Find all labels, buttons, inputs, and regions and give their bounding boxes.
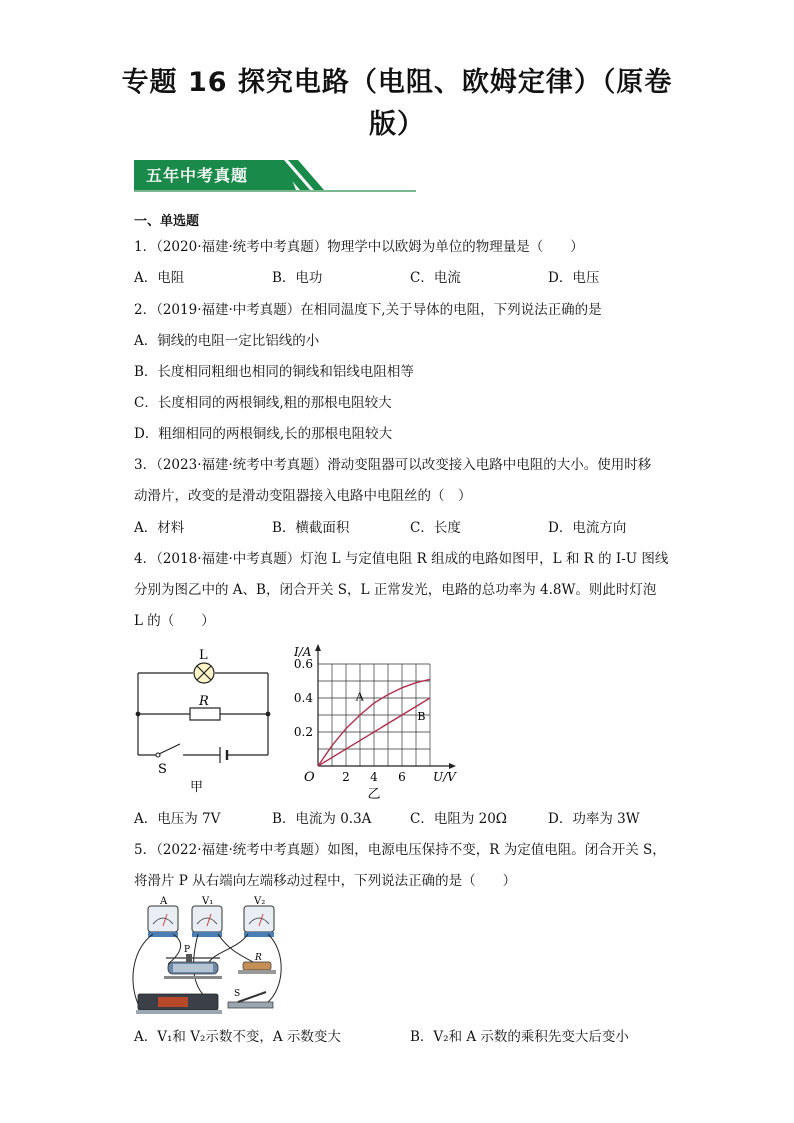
v1-label: V₁ — [202, 896, 214, 907]
q4-stem-line-1: 4．（2018·福建·中考真题）灯泡 L 与定值电阻 R 组成的电路如图甲，L 和 R 的 I-U 图线 — [134, 551, 669, 567]
q4-option-c: C．电阻为 20Ω — [410, 811, 507, 827]
q1-option-c: C．电流 — [410, 270, 461, 286]
q4-option-b: B．电流为 0.3A — [272, 811, 372, 827]
switch-label: S — [158, 762, 167, 777]
q4-stem-line-2: 分别为图乙中的 A、B，闭合开关 S，L 正常发光，电路的总功率为 4.8W。则此时灯泡 — [134, 582, 657, 598]
slider-label: P — [184, 945, 191, 955]
q3-stem-line-1: 3．（2023·福建·统考中考真题）滑动变阻器可以改变接入电路中电阻的大小。使用时移 — [134, 457, 652, 473]
resistor-symbol — [190, 708, 220, 720]
q2-option-c: C．长度相同的两根铜线,粗的那根电阻较大 — [134, 395, 392, 411]
title-line-1: 专题 16 探究电路（电阻、欧姆定律）（原卷 — [121, 67, 673, 98]
ammeter-icon — [148, 906, 178, 937]
circuit-diagram-jia — [128, 640, 278, 800]
q1-option-d: D．电压 — [548, 270, 600, 286]
q5-stem-line-2: 将滑片 P 从右端向左端移动过程中，下列说法正确的是（ ） — [134, 873, 517, 889]
circuit-caption: 甲 — [190, 780, 204, 795]
voltmeter-v2-icon — [244, 906, 274, 937]
q4-stem-line-3: L 的（ ） — [134, 613, 215, 629]
battery-pack-icon — [136, 994, 222, 1014]
voltmeter-v1-icon — [192, 906, 222, 937]
rheostat-icon — [164, 954, 222, 979]
q5-stem-line-1: 5．（2022·福建·统考中考真题）如图，电源电压保持不变，R 为定值电阻。闭合开关 S， — [134, 842, 666, 858]
title-line-2: 版） — [369, 109, 425, 140]
switch-symbol — [156, 744, 180, 757]
page-title — [100, 62, 694, 146]
fixed-resistor-label: R — [255, 953, 262, 963]
ammeter-label: A — [160, 896, 168, 907]
q3-option-c: C．长度 — [410, 520, 461, 536]
y-tick-label: 0.2 — [293, 725, 313, 739]
q5-option-b: B．V₂和 A 示数的乘积先变大后变小 — [410, 1029, 629, 1045]
q2-option-b: B．长度相同粗细也相同的铜线和铝线电阻相等 — [134, 364, 414, 380]
x-axis-label: U/V — [433, 770, 456, 784]
lamp-label: L — [199, 648, 208, 663]
q1-option-a: A．电阻 — [134, 270, 185, 286]
section-heading: 一、单选题 — [134, 214, 200, 229]
q3-option-b: B．横截面积 — [272, 520, 350, 536]
iu-chart — [290, 632, 470, 802]
q1-option-b: B．电功 — [272, 270, 323, 286]
y-tick-label: 0.6 — [293, 657, 313, 671]
y-tick-label: 0.4 — [293, 691, 313, 705]
q4-option-a: A．电压为 7V — [134, 811, 221, 827]
x-tick-label: 4 — [370, 770, 378, 784]
fixed-resistor-icon — [238, 962, 276, 974]
q2-option-d: D．粗细相同的两根铜线,长的那根电阻较大 — [134, 426, 393, 442]
y-axis-arrow — [315, 644, 321, 651]
q3-option-a: A．材料 — [134, 520, 185, 536]
q5-option-a: A．V₁和 V₂示数不变，A 示数变大 — [134, 1029, 341, 1045]
series-label-a: A — [355, 690, 364, 704]
q1-stem: 1．（2020·福建·统考中考真题）物理学中以欧姆为单位的物理量是（ ） — [134, 239, 584, 255]
q3-stem-line-2: 动滑片，改变的是滑动变阻器接入电路中电阻丝的（ ） — [134, 488, 472, 504]
q2-option-a: A．铜线的电阻一定比铝线的小 — [134, 333, 320, 349]
x-tick-label: 6 — [398, 770, 406, 784]
series-label-b: B — [417, 710, 426, 724]
switch-label: S — [234, 989, 241, 999]
x-tick-label: 2 — [342, 770, 350, 784]
q3-option-d: D．电流方向 — [548, 520, 627, 536]
lamp-symbol — [194, 663, 214, 683]
battery-symbol — [220, 747, 227, 763]
x-axis-arrow — [449, 763, 456, 769]
q2-stem: 2．（2019·福建·中考真题）在相同温度下,关于导体的电阻，下列说法正确的是 — [134, 302, 602, 318]
q4-option-d: D．功率为 3W — [548, 811, 640, 827]
banner-title: 五年中考真题 — [146, 166, 249, 185]
origin-label: O — [304, 770, 315, 785]
chart-caption: 乙 — [367, 787, 381, 802]
apparatus-picture — [128, 894, 298, 1019]
y-axis-label: I/A — [294, 645, 312, 659]
resistor-label: R — [199, 694, 209, 709]
v2-label: V₂ — [254, 896, 266, 907]
